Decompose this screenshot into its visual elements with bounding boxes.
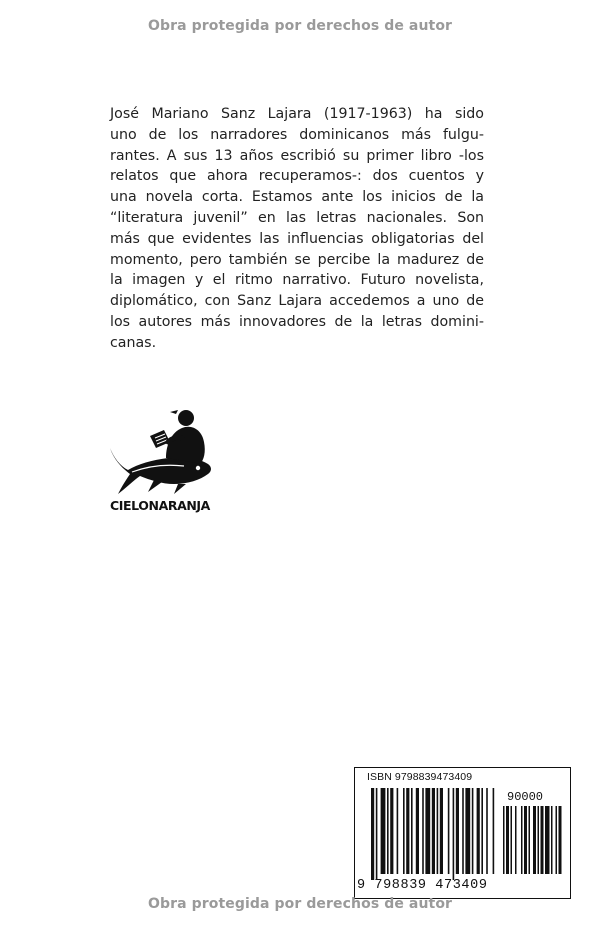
addon-bar: [511, 806, 513, 874]
barcode-bar: [453, 788, 455, 880]
barcode-bar: [486, 788, 488, 874]
blurb-line: canas.: [110, 334, 157, 351]
blurb-line: diplomático, con Sanz Lajara accedemos a uno de: [110, 293, 484, 310]
addon-bar: [556, 806, 558, 874]
addon-bar: [533, 806, 536, 874]
blurb-line: momento, pero también se percibe la madurez de: [110, 251, 484, 268]
barcode-bar: [440, 788, 443, 874]
blurb-line: relatos que ahora recuperamos-: dos cuentos y: [110, 168, 484, 185]
isbn-label: ISBN 9798839473409: [367, 771, 473, 783]
addon-number: 90000: [507, 790, 544, 804]
blurb-line: uno de los narradores dominicanos más fulgu-: [110, 126, 484, 143]
watermark-top: Obra protegida por derechos de autor: [147, 18, 453, 34]
back-cover-blurb: [110, 104, 484, 354]
barcode-bar: [425, 788, 430, 874]
blurb-line: los autores más innovadores de la letras domini-: [110, 313, 484, 330]
barcode-bar: [381, 788, 386, 874]
barcode-bar: [411, 788, 413, 874]
addon-bar: [538, 806, 540, 874]
watermark-bottom: Obra protegida por derechos de autor: [147, 896, 453, 912]
barcode-bar: [390, 788, 393, 874]
addon-bar: [559, 806, 562, 874]
blurb-line: “literatura juvenil” en las letras nacionales. Son: [110, 209, 484, 226]
addon-bar: [529, 806, 531, 874]
addon-bar: [521, 806, 523, 874]
barcode-bar: [448, 788, 450, 874]
publisher-logo: [108, 408, 220, 518]
publisher-name: CIELONARANJA: [110, 498, 210, 513]
barcode-bar: [406, 788, 409, 874]
barcode-bar: [397, 788, 399, 874]
barcode-bar: [371, 788, 374, 880]
blurb-line: rantes. A sus 13 años escribió su primer libro -los: [110, 147, 484, 164]
isbn-barcode: [354, 767, 571, 899]
barcode-bar: [432, 788, 435, 874]
reader-riding-fish-icon: [108, 408, 220, 500]
addon-bar: [541, 806, 544, 874]
barcode-bar: [403, 788, 405, 874]
addon-bar: [524, 806, 527, 874]
barcode-bar: [481, 788, 483, 874]
barcode-bar: [462, 788, 464, 874]
addon-bar: [506, 806, 509, 874]
barcode-bar: [456, 788, 459, 874]
barcode-bar: [416, 788, 419, 874]
addon-bar: [551, 806, 553, 874]
blurb-line: más que evidentes las influencias obligatorias del: [110, 230, 484, 247]
barcode-bar: [376, 788, 378, 880]
addon-bar: [503, 806, 505, 874]
blurb-line: la imagen y el ritmo narrativo. Futuro novelista,: [110, 272, 484, 289]
barcode-bar: [387, 788, 389, 874]
addon-bar: [545, 806, 550, 874]
barcode-bar: [465, 788, 470, 874]
barcode-bar: [422, 788, 424, 874]
barcode-bar: [437, 788, 439, 874]
blurb-line: una novela corta. Estamos ante los inicios de la: [110, 189, 484, 206]
barcode-bar: [477, 788, 480, 874]
blurb-line: José Mariano Sanz Lajara (1917-1963) ha sido: [110, 106, 484, 122]
barcode-bar: [472, 788, 474, 874]
addon-bar: [515, 806, 517, 874]
barcode-bar: [493, 788, 495, 874]
ean-digits: 9 798839 473409: [357, 878, 488, 893]
